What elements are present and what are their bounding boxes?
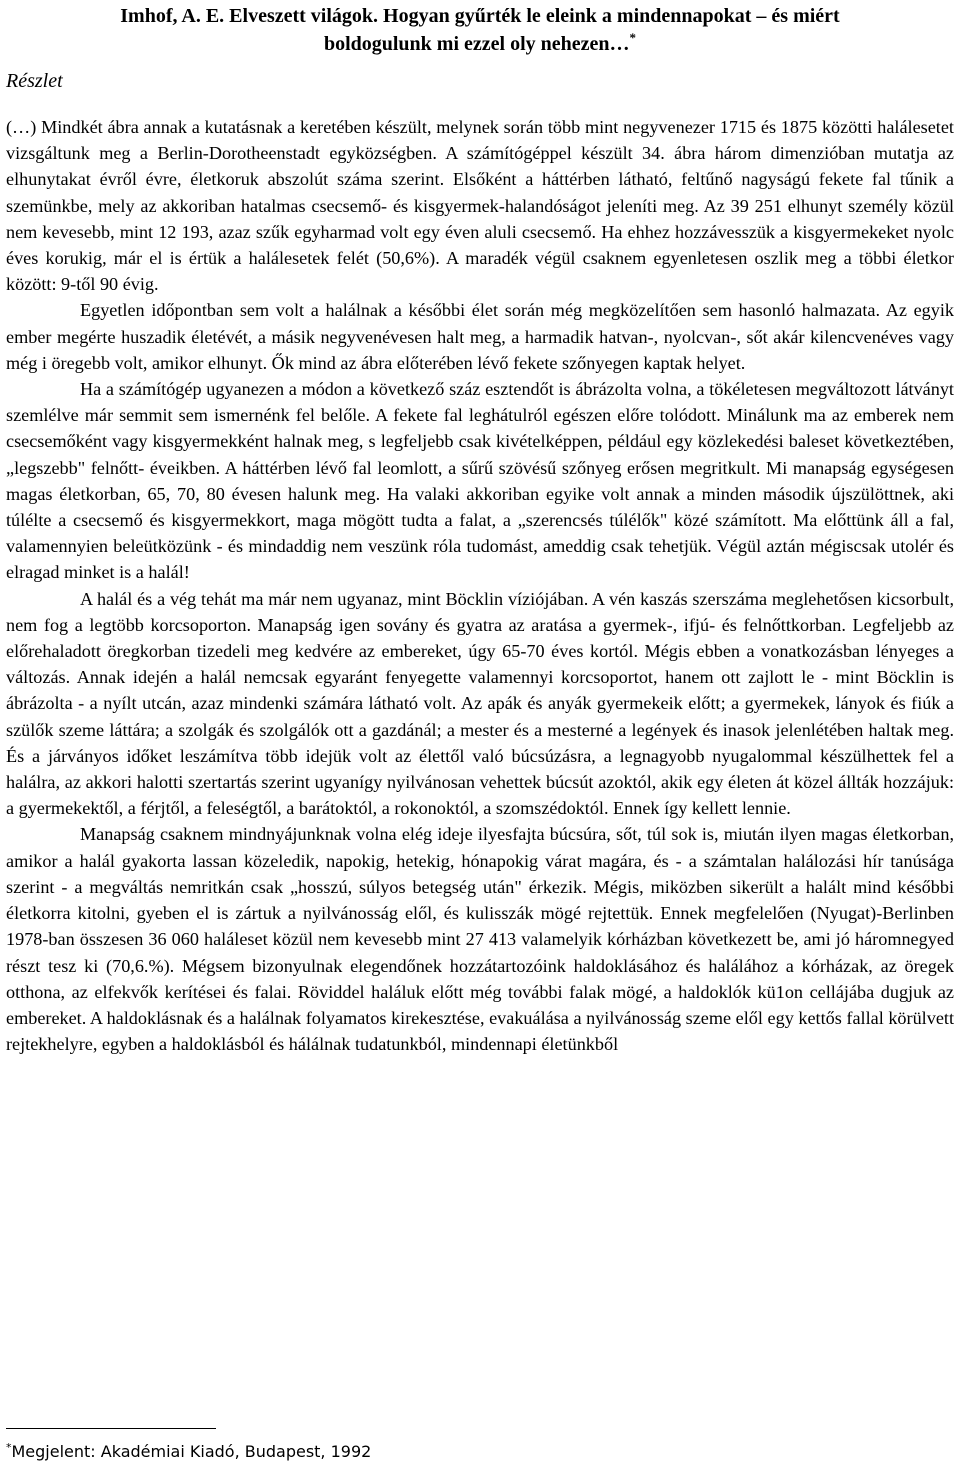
paragraph-1: (…) Mindkét ábra annak a kutatásnak a keretében készült, melynek során több mint negyvenezer 1715 és 1875 közötti halálesetet vizsgáltunk meg a Berlin-Dorotheenstadt egyközségben. A számítógéppel készült 34. ábra három dimenzióban mutatja az elhunytakat évről évre, életkoruk abszolút száma szerint. Elsőként a háttérben látható, feltűnő nagyságú fekete fal tűnik a szemünkbe, mely az akkoriban hatalmas csecsemő- és kisgyermek-halandóságot jeleníti meg. Az 39 251 elhunyt személy közül nem kevesebb, mint 12 193, azaz szűk egyharmad volt egy éven aluli csecsemő. Ha ehhez hozzávesszük a kisgyermekeket nyolc éves korukig, már el is értük a halálesetek felét (50,6%). A maradék végül csaknem egyenletesen oszlik meg a többi életkor között: 9-től 90 évig. [6,117,954,295]
document-subtitle: Részlet [6,70,63,92]
paragraph-3: Ha a számítógép ugyanezen a módon a következő száz esztendőt is ábrázolta volna, a tökéletesen megváltozott látványt szemlélve már semmit sem ismernénk fel belőle. A fekete fal leghátulról egészen előre tolódott. Minálunk ma az emberek nem csecsemőként vagy kisgyermekként halnak meg, s legfeljebb csak kivételképpen, például egy közlekedési baleset következtében, „legszebb" felnőtt- éveikben. A háttérben lévő fal leomlott, a sűrű szövésű szőnyeg erősen megritkult. Mi manapság egységesen magas életkorban, 65, 70, 80 évesen halunk meg. Ha valaki akkoriban egyike volt annak a minden második újszülöttnek, aki túlélte a csecsemő és kisgyermekkort, maga mögött tudta a falat, a „szerencsés túlélők" közé számított. Ma előttünk áll a fal, valamennyien beleütközünk - és mindaddig nem veszünk róla tudomást, ameddig csak tehetjük. Végül aztán mégiscsak utolér és elragad minket is a halál! [6,379,954,583]
paragraph-2: Egyetlen időpontban sem volt a halálnak a későbbi élet során még megközelítően sem hasonló halmazata. Az egyik ember megérte huszadik életévét, a másik negyvenévesen halt meg, a harmadik hatvan-, nyolcvan-, sőt akár kilencvenéves vagy még i öregebb volt, amikor elhunyt. Ők mind az ábra előterében lévő fekete szőnyegen kaptak helyet. [6,300,954,373]
footnote-mark: * [6,1441,12,1454]
footnote [6,1442,371,1462]
document-body [6,114,954,1057]
title-line-1: Imhof, A. E. Elveszett világok. Hogyan gyűrték le eleink a mindennapokat – és miért [120,5,840,27]
document-title [6,0,954,58]
footnote-text: Megjelent: Akadémiai Kiadó, Budapest, 1992 [11,1442,372,1461]
paragraph-5: Manapság csaknem mindnyájunknak volna elég ideje ilyesfajta búcsúra, sőt, túl sok is, miután ilyen magas életkorban, amikor a halál gyakorta lassan közeledik, napokig, hetekig, hónapokig várat magára, és - a számtalan halálozási hír tanúsága szerint - a megváltás nemritkán csak „hosszú, súlyos betegség után" érkezik. Mégis, miközben sikerült a halált mind későbbi életkorra kitolni, gyeben el is zártuk a nyilvánosság elől, és kulisszák mögé rejtettük. Ennek megfelelően (Nyugat)-Berlinben 1978-ban összesen 36 060 haláleset közül nem kevesebb mint 27 413 valamelyik kórházban következett be, ami jó háromnegyed részt tesz ki (70,6.%). Mégsem bizonyulnak elegendőnek hozzátartozóink haldoklásához és halálához a kórházak, az öregek otthona, az elfekvők kerítései és falai. Röviddel haláluk előtt még további falak mögé, a haldoklók kü1on cellájába dugjuk az embereket. A haldoklásnak és a halálnak folyamatos kirekesztése, evakuálása a nyilvánosság szeme elől egy kettős fallal körülvett rejtekhelyre, egyben a haldoklásból és hálálnak tudatunkból, mindennapi életünkből [6,824,954,1055]
footnote-divider [6,1428,216,1429]
title-line-2: boldogulunk mi ezzel oly nehezen… [323,33,630,55]
paragraph-4: A halál és a vég tehát ma már nem ugyanaz, mint Böcklin víziójában. A vén kaszás szerszáma meglehetősen kicsorbult, nem fog a legtöbb korcsoporton. Manapság igen sovány és gyatra az aratása a gyermek-, ifjú- és felnőttkorban. Legfeljebb az előrehaladott öregkorban tizedeli meg kedvére az embereket, úgy 65-70 éves kortól. Mégis ebben a vonatkozásban lényeges a változás. Annak idején a halál nemcsak egyaránt fenyegette valamennyi korcsoportot, hanem ott zajlott le - mint Böcklin is ábrázolta - a nyílt utcán, azaz mindenki számára látható volt. Az apák és anyák gyermekeik előtt; a gyermekek, lányok és fiúk a szülők szeme láttára; a szolgák és szolgálók ott a gazdánál; a mester és a mesterné a legények és inasok jelenlétében haltak meg. És a járványos időket leszámítva több idejük volt az élettől való búcsúzásra, a legnagyobb nyugalommal készülhettek fel a halálra, az akkori halotti szertartás szerint ugyanígy nyilvánosan vehettek búcsút azoktól, akik egy életen át közel állták hozzájuk: a gyermekektől, a férjtől, a feleségtől, a barátoktól, a rokonoktól, a szomszédoktól. Ennek így kellett lennie. [6,588,954,819]
title-footnote-mark: * [629,30,637,45]
